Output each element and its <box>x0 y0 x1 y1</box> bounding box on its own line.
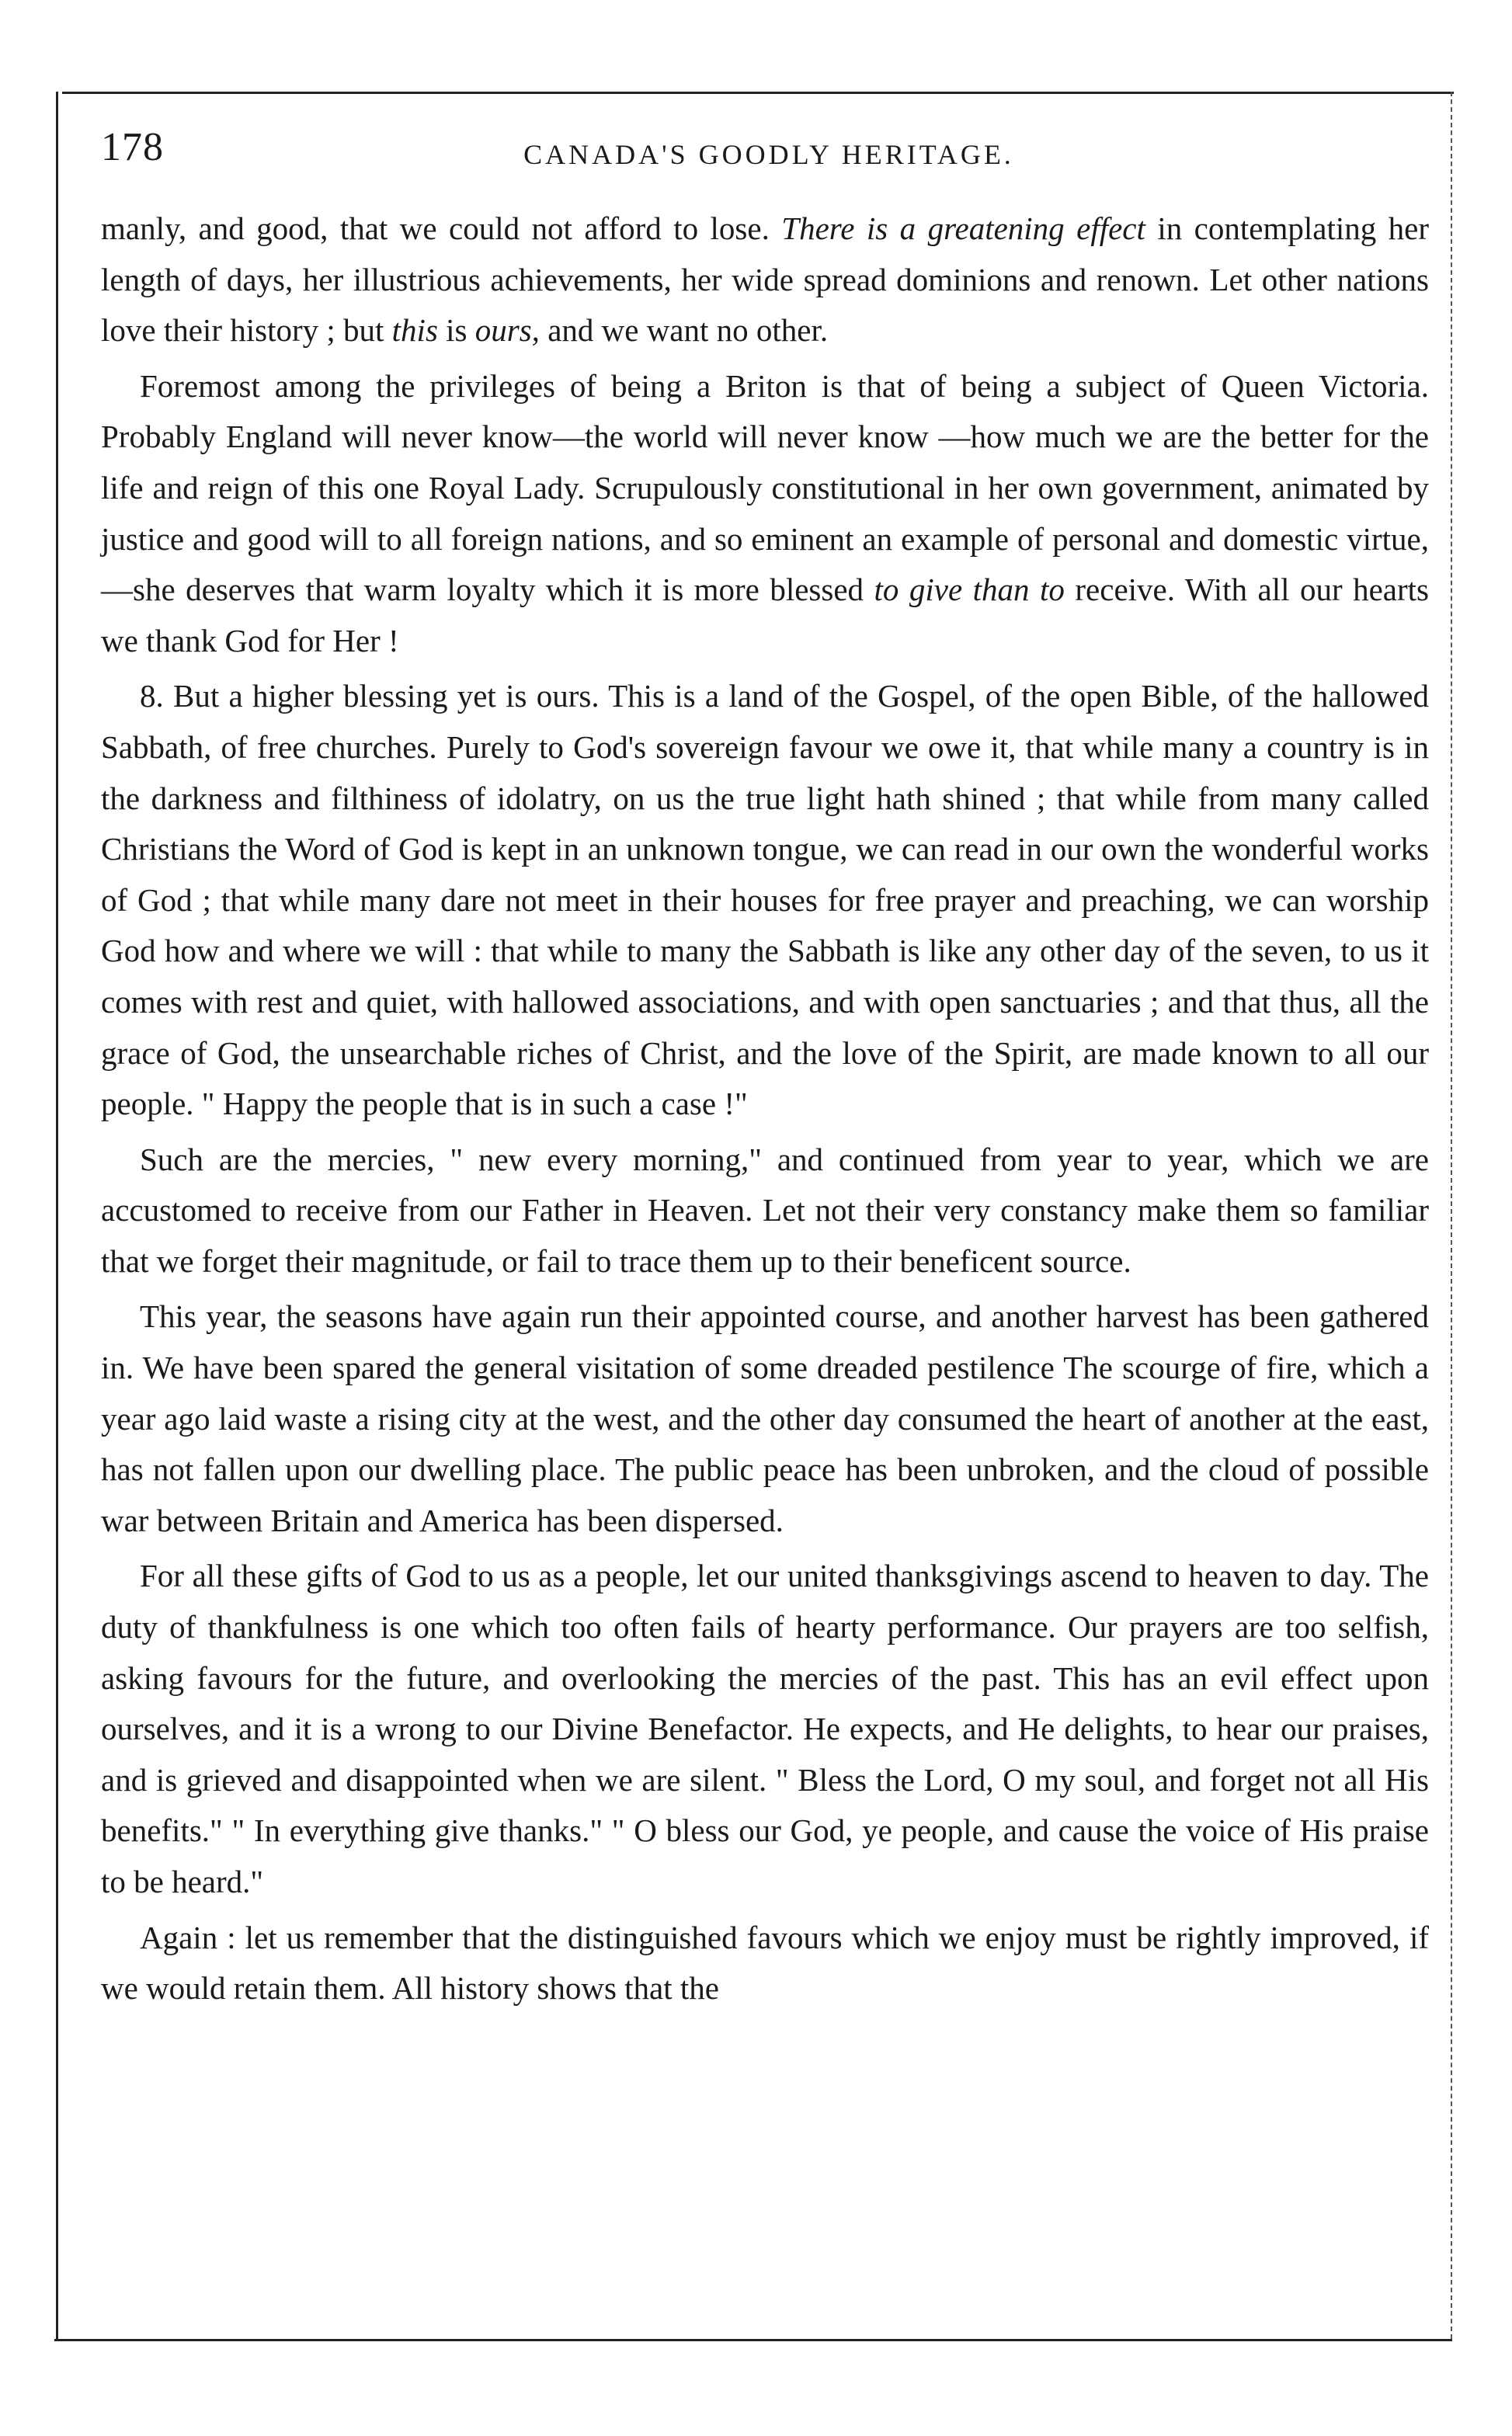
text-segment: manly, and good, that we could not afford to lose. <box>101 210 782 246</box>
italic-text: ours, <box>474 312 540 349</box>
text-segment: Again : let us remember that the distinguished favours which we enjoy must be rightly improved, if we would retain them. All history shows that the <box>101 1919 1429 2007</box>
paragraph <box>101 361 1429 667</box>
text-segment: in contemplating her length of days, her illustrious achievements, her wide spread dominions and renown. Let other nations love their history ; but <box>101 210 1430 349</box>
page-border-left <box>56 92 58 2339</box>
text-segment: For all these gifts of God to us as a people, let our united thanksgivings ascend to heaven to day. The duty of thankfulness is one which too often fails of hearty performance. Our prayers are too selfish, asking favours for the future, and overlooking the mercies of the past. This has an evil effect upon ourselves, and it is a wrong to our Divine Benefactor. He expects, and He delights, to hear our praises, and is grieved and disappointed when we are silent. " Bless the Lord, O my soul, and forget not all His benefits." " In everything give thanks." " O bless our God, ye people, and cause the voice of His praise to be heard." <box>101 1558 1429 1899</box>
paragraph <box>101 1291 1429 1546</box>
text-segment: is <box>437 312 475 349</box>
paragraph <box>101 671 1429 1129</box>
body-text <box>101 203 1429 2019</box>
text-segment: Foremost among the privileges of being a Briton is that of being a subject of Queen Victoria. Probably England will never know—the world will never know —how much we are the better for the life and reign of this one Royal Lady. Scrupulously constitutional in her own government, animated by justice and good will to all foreign nations, and so eminent an example of personal and domestic virtue,—she deserves that warm loyalty which it is more blessed <box>101 367 1429 608</box>
paragraph-continuation <box>101 203 1429 356</box>
text-segment: receive. With all our hearts we thank God for Her ! <box>101 572 1430 659</box>
paragraph <box>101 1135 1429 1288</box>
text-segment: 8. But a higher blessing yet is ours. This is a land of the Gospel, of the open Bible, of the hallowed Sabbath, of free churches. Purely to God's sovereign favour we owe it, that while many a country is in the darkness and filthiness of idolatry, on us the true light hath shined ; that while from many called Christians the Word of God is kept in an unknown tongue, we can read in our own the wonderful works of God ; that while many dare not meet in their houses for free prayer and preaching, we can worship God how and where we will : that while to many the Sabbath is like any other day of the seven, to us it comes with rest and quiet, with hallowed associations, and with open sanctuaries ; and that thus, all the grace of God, the unsearchable riches of Christ, and the love of the Spirit, are made known to all our people. " Happy the people that is in such a case !" <box>101 678 1429 1122</box>
italic-text: There is a greatening effect <box>781 210 1145 246</box>
text-segment: and we want no other. <box>539 312 829 349</box>
page-header <box>101 124 1437 186</box>
paragraph <box>101 1551 1429 1907</box>
page-border-right <box>1451 92 1452 2339</box>
text-segment: This year, the seasons have again run their appointed course, and another harvest has been gathered in. We have been spared the general visitation of some dreaded pestilence The scourge of fire, which a year ago laid waste a rising city at the west, and the other day consumed the heart of another at the east, has not fallen upon our dwelling place. The public peace has been unbroken, and the cloud of possible war between Britain and America has been dispersed. <box>101 1298 1429 1538</box>
paragraph <box>101 1913 1429 2014</box>
page-border-top <box>62 92 1454 94</box>
italic-text: to give than to <box>874 572 1065 608</box>
page-number: 178 <box>101 125 164 169</box>
running-title: CANADA'S GOODLY HERITAGE. <box>523 139 1014 170</box>
italic-text: this <box>391 312 438 349</box>
page-border-bottom <box>54 2339 1452 2341</box>
text-segment: Such are the mercies, " new every morning," and continued from year to year, which we are accustomed to receive from our Father in Heaven. Let not their very constancy make them so familiar that we forget their magnitude, or fail to trace them up to their beneficent source. <box>101 1141 1429 1279</box>
